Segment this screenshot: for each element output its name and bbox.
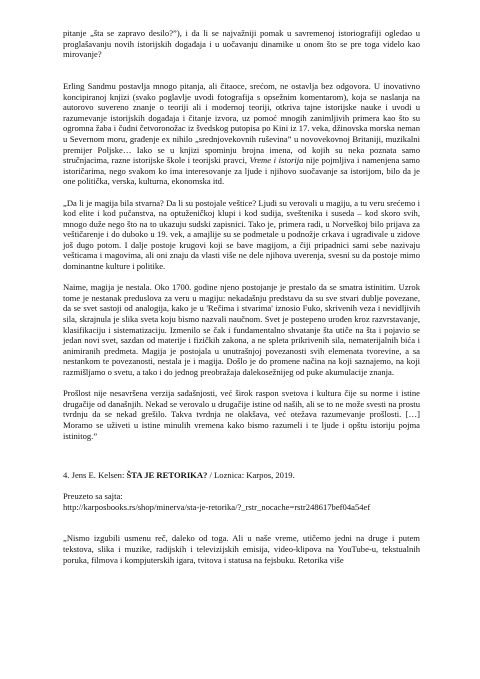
document-body xyxy=(63,28,420,576)
section-gap xyxy=(63,452,420,470)
paragraph-gap xyxy=(63,523,420,534)
paragraph-3-quote: „Da li je magija bila stvarna? Da li su postojale veštice? Ljudi su verovali u magiju, a tu veru srećemo i kod elite i kod pučanstva, na optuženičkoj klupi i kod sudija, sveštenika i suseda – kod skoro svih, mnogo duže nego što na to ukazuju sudski zapisnici. Tako je, primera radi, u Norveškoj bilo prijava za veštičarenje i do duboko u 19. vek, a amajlije su se podmetale u podnožje crkava i ugrađivale u zidove još dugo potom. I dalje postoje krugovi koji se bave magijom, a čiji pripadnici sami sebe nazivaju vešticama i magovima, ali oni znaju da vlasti više ne dele njihova uverenja, svesni su da postoje mimo dominantne kulture i politike. xyxy=(63,197,420,272)
reference-title: ŠTA JE RETORIKA? xyxy=(126,469,208,480)
book-title-italic: Vreme i istorija xyxy=(249,155,304,166)
paragraph-2 xyxy=(63,81,420,187)
paragraph-4: Naime, magija je nestala. Oko 1700. godine njeno postojanje je prestalo da se smatra istinitim. Uzrok tome je nestanak preduslova za veru u magiju: nekadašnju predstavu da su sve stvari dublje povezane, da se svet sastoji od analogija, kako je u 'Rečima i stvarima' iznosio Fuko, skrivenih veza i nevidljivih sila, skrajnula je slika sveta koju bismo nazvali naučnom. Svet je postepeno urođen kroz razvrstavanje, klasifikaciju i sistematizaciju. Izmenilo se čak i fundamentalno shvatanje šta utiče na šta i pojavio se jedan novi svet, sazdan od materije i fizičkih zakona, a ne spleta prikrivenih sila, nematerijalnih bića i animiranih predmeta. Magija je postojala u unutrašnjoj povezanosti svih elemenata tvorevine, a sa nestankom te povezanosti, nestala je i magija. Došlo je do promene načina na koji saznajemo, na koji razmišljamo o svetu, a tako i do jednog preobražaja dalekosežnijeg od puke akumulacije znanja. xyxy=(63,282,420,377)
paragraph-1: pitanje „šta se zapravo desilo?”), i da li se najvažniji pomak u savremenoj istoriografiji ogledao u proglašavanju novih istorijskih događaja i u uočavanju dinamike u onom što se pre toga videlo kao mirovanje? xyxy=(63,28,420,60)
reference-line xyxy=(63,470,420,481)
paragraph-2-text-b: nije pojmljiva i namenjena samo istoričarima, nego svakom ko ima interesovanje za ljude i njihovo suočavanje sa istorijom, bilo da je one politička, verska, kulturna, ekonomska itd. xyxy=(63,155,420,187)
source-label: Preuzeto sa sajta: xyxy=(63,490,123,501)
reference-prefix: 4. Jens E. Kelsen: xyxy=(63,469,127,480)
paragraph-6-quote: „Nismo izgubili usmenu reč, daleko od toga. Ali u naše vreme, utičemo jedni na druge i putem tekstova, slika i muzike, radijskih i televizijskih emisija, video-klipova na YouTube-u, tekstualnih poruka, filmova i kompjuterskih igara, tvitova i statusa na fejsbuku. Retorika više xyxy=(63,533,420,565)
reference-suffix: / Loznica: Karpos, 2019. xyxy=(207,469,295,480)
source-url: http://karposbooks.rs/shop/minerva/sta-je-retorika/?_rstr_nocache=rstr248617bef04a54ef xyxy=(63,501,371,512)
paragraph-5: Prošlost nije nesavršena verzija sadašnjosti, već širok raspon svetova i kultura čije su norme i istine drugačije od današnjih. Nekad se verovalo u drugačije istine od naših, ali se to ne može svesti na prostu tvrdnju da se nekad grešilo. Takva tvrdnja ne olakšava, već otežava razumevanje prošlosti. […] Moramo se uživeti u istine minulih vremena kako bismo razumeli i te ljude i opštu istoriju pojma istinitog.” xyxy=(63,388,420,441)
paragraph-gap xyxy=(63,70,420,81)
paragraph-2-text-a: Erling Sandmu postavlja mnogo pitanja, ali čitaoce, srećom, ne ostavlja bez odgovora. U inovativno koncipiranoj knjizi (svako poglavlje uvodi fotografija s opsežnim komentarom), koja se naslanja na autorovo suvereno znanje o teoriji ali i modernoj teoriji, otkriva tajne istorijske nauke i uvodi u razumevanje istorijskih događaja i čitanje izvora, uz pomoć mnogih zanimljivih primera kao što su ogromna žaba i čudni četvoronožac iz švedskog putopisa po Kini iz 17. veka, džinovska morska neman u Severnom moru, građenje ex nihilo „srednjovekovnih ruševina” u novovekovnoj Britaniji, muzikalni premijer Poljske… Iako se u knjizi spominju brojna imena, od kojih su neka poznata samo stručnjacima, razne istorijske škole i teorijski pravci, xyxy=(63,80,420,166)
